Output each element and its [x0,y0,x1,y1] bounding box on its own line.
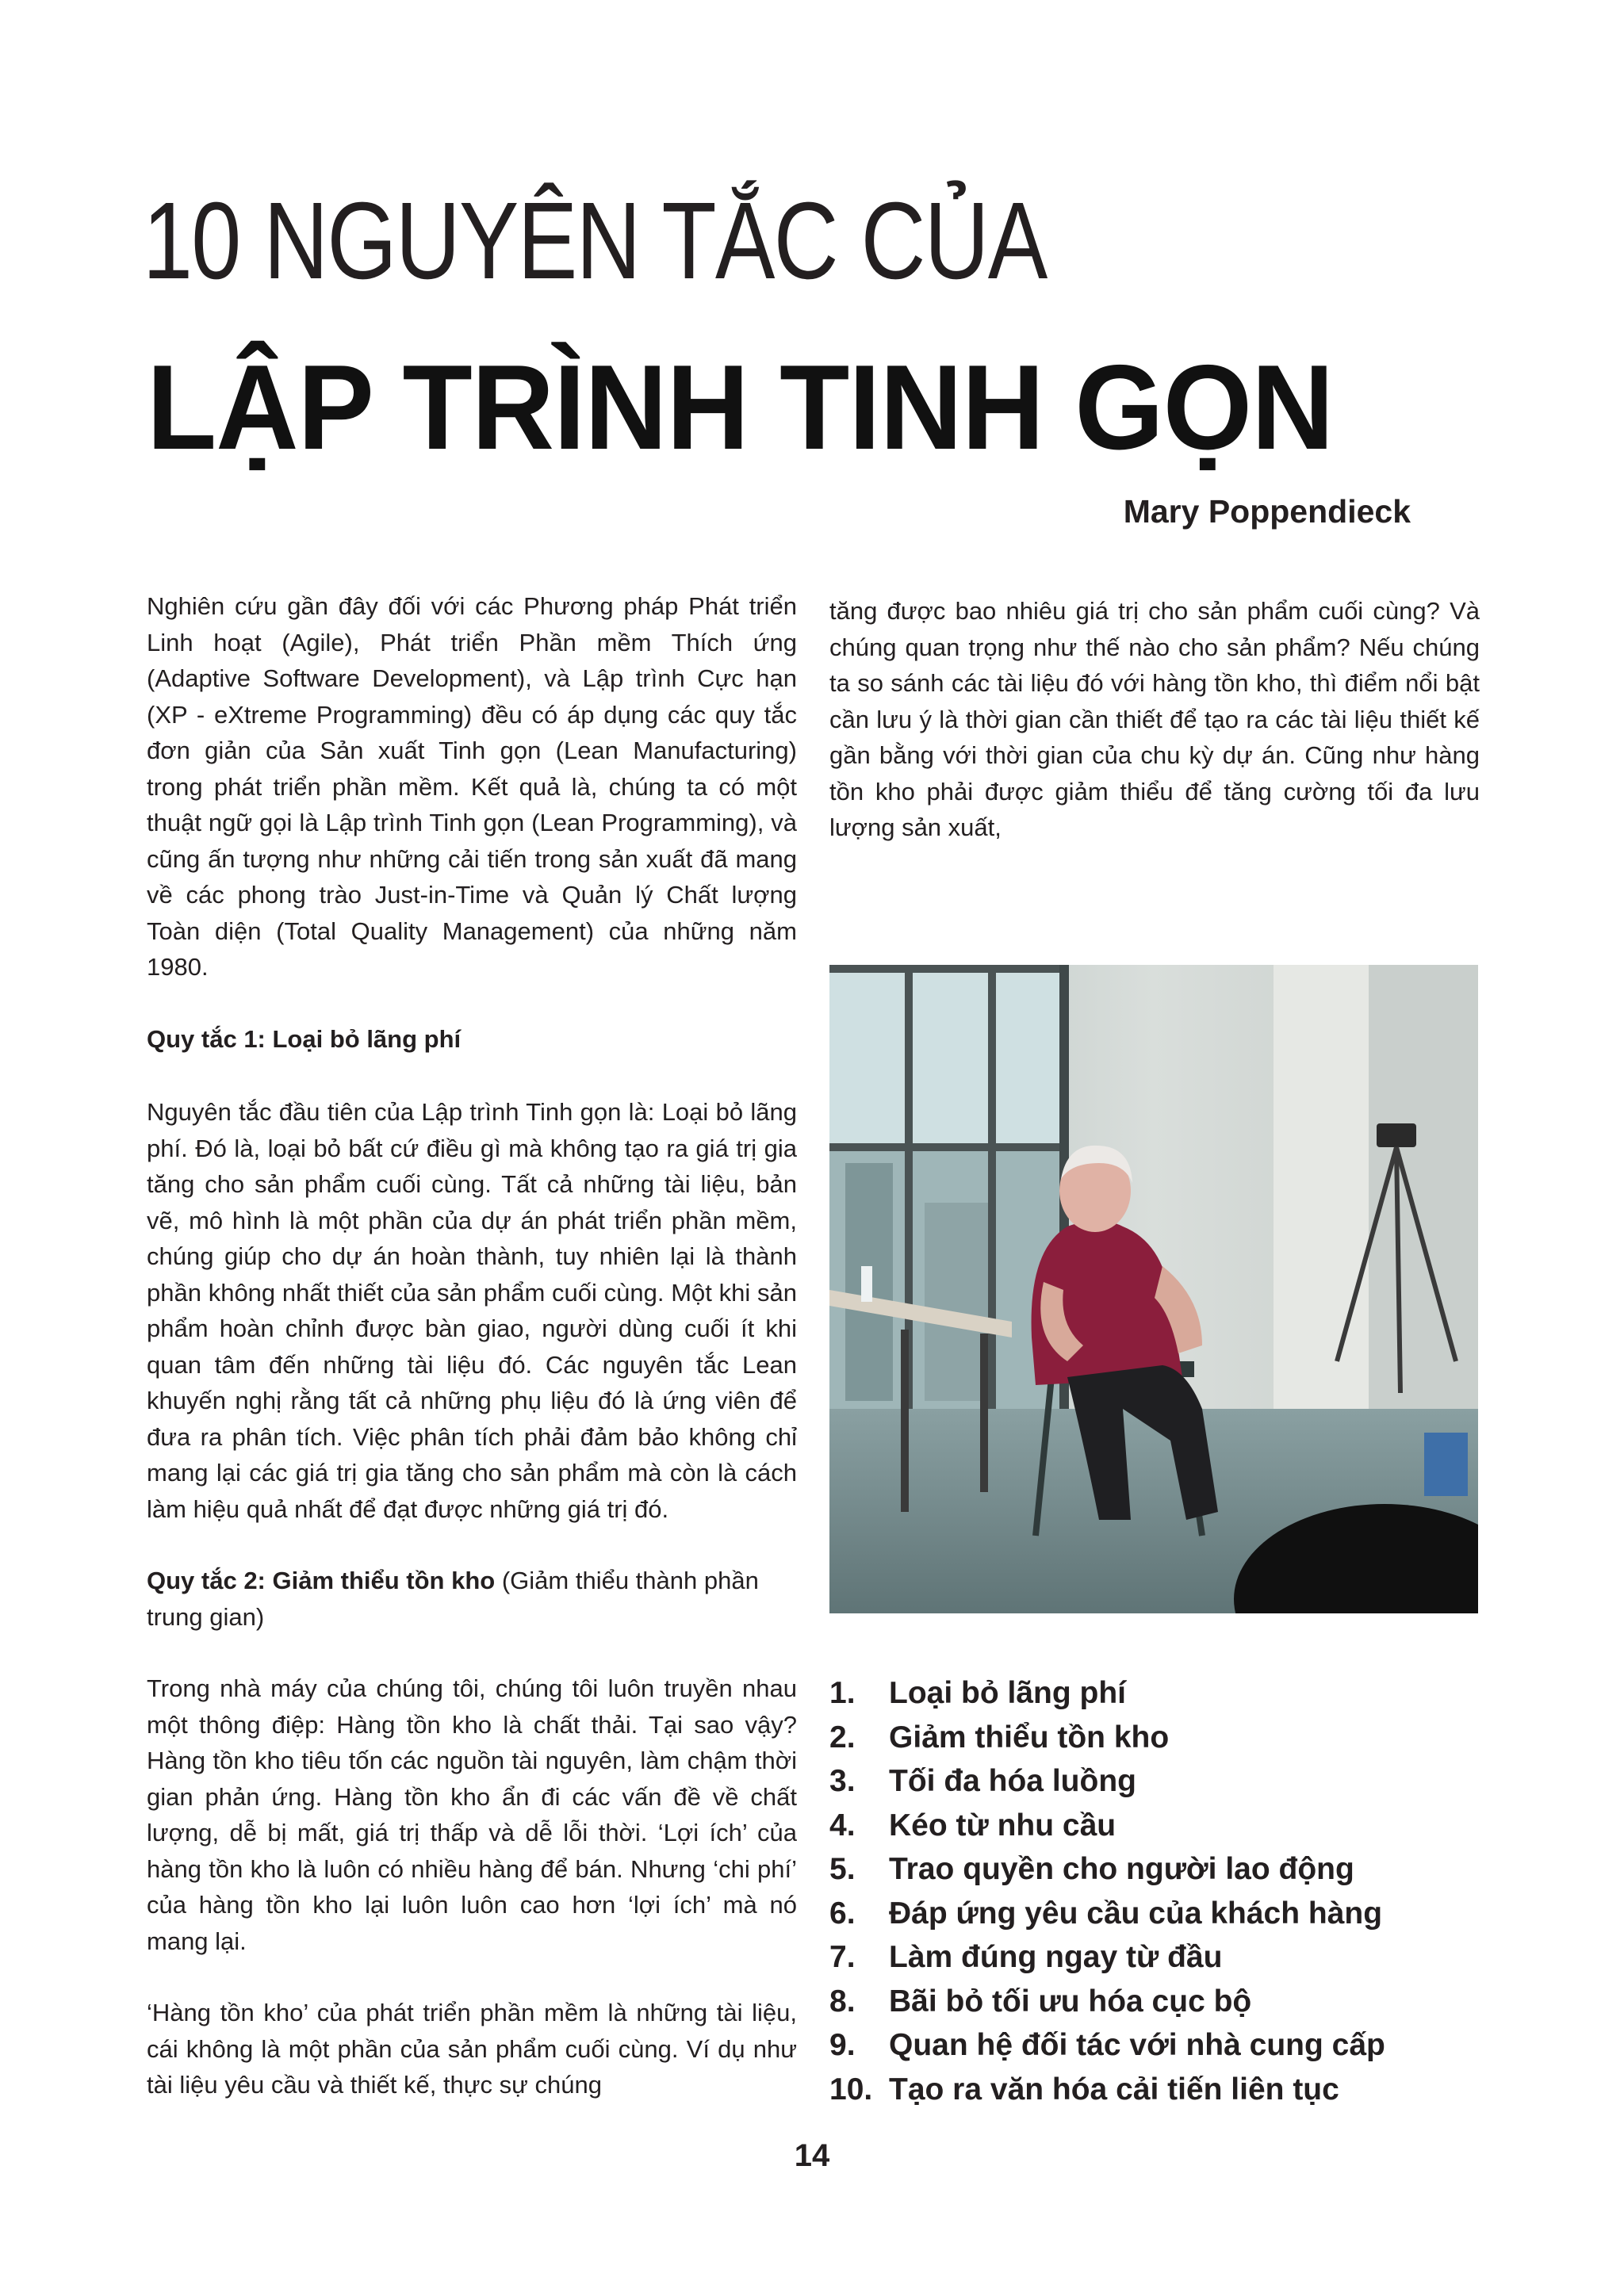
right-column [829,593,1480,882]
rule-1-heading: Quy tắc 1: Loại bỏ lãng phí [147,1024,462,1053]
left-column [147,588,797,2139]
rule-2-paragraph-2: ‘Hàng tồn kho’ của phát triển phần mềm là những tài liệu, cái không là một phần của sản phẩm cuối cùng. Ví dụ như tài liệu yêu cầu và thiết kế, thực sự chúng [147,1999,797,2099]
list-item: 6. Đáp ứng yêu cầu của khách hàng [829,1896,1383,1931]
title-line-2: LẬP TRÌNH TINH GỌN [147,340,1334,475]
rule-2-heading-note: (Giảm thiểu thành phần trung gian) [147,1567,759,1631]
list-item: 7. Làm đúng ngay từ đầu [829,1940,1223,1974]
list-item: 1. Loại bỏ lãng phí [829,1676,1126,1710]
list-item: 3. Tối đa hóa luồng [829,1764,1136,1798]
page-number: 14 [794,2138,830,2173]
author-name: Mary Poppendieck [1123,493,1411,530]
list-item: 8. Bãi bỏ tối ưu hóa cục bộ [829,1984,1252,2019]
continuation-paragraph: tăng được bao nhiêu giá trị cho sản phẩm cuối cùng? Và chúng quan trọng như thế nào cho sản phẩm? Nếu chúng ta so sánh các tài liệu đó với hàng tồn kho, thì điểm nổi bật cần lưu ý là thời gian cần thiết để tạo ra các tài liệu thiết kế gần bằng với thời gian của chu kỳ dự án. Cũng như hàng tồn kho phải được giảm thiểu để tăng cường tối đa lưu lượng sản xuất, [829,597,1480,841]
list-item: 9. Quan hệ đối tác với nhà cung cấp [829,2028,1385,2062]
speaker-photo [829,965,1478,1613]
rule-1-paragraph: Nguyên tắc đầu tiên của Lập trình Tinh gọn là: Loại bỏ lãng phí. Đó là, loại bỏ bất cứ điều gì mà không tạo ra giá trị gia tăng cho sản phẩm cuối cùng. Tất cả những tài liệu, bản vẽ, mô hình là một phần của dự án phát triển phần mềm, chúng giúp cho dự án hoàn thành, tuy nhiên lại là thành phần không nhất thiết của sản phẩm cuối cùng. Một khi sản phẩm hoàn chỉnh được bàn giao, người dùng cuối ít khi quan tâm đến những tài liệu đó. Các nguyên tắc Lean khuyến nghị rằng tất cả những phụ liệu đó là ứng viên để đưa ra phân tích. Việc phân tích phải đảm bảo không chỉ mang lại các giá trị gia tăng cho sản phẩm mà còn là cách làm hiệu quả nhất để đạt được những giá trị đó. [147,1098,797,1523]
title-line-1: 10 NGUYÊN TẮC CỦA [143,180,1047,302]
rule-2-paragraph-1: Trong nhà máy của chúng tôi, chúng tôi luôn truyền nhau một thông điệp: Hàng tồn kho là chất thải. Tại sao vậy? Hàng tồn kho tiêu tốn các nguồn tài nguyên, làm chậm thời gian phản ứng. Hàng tồn kho ẩn đi các vấn đề về chất lượng, dễ bị mất, giá trị thấp và dễ lỗi thời. ‘Lợi ích’ của hàng tồn kho là luôn có nhiều hàng để bán. Nhưng ‘chi phí’ của hàng tồn kho lại luôn luôn cao hơn ‘lợi ích’ mà nó mang lại. [147,1674,797,1955]
principles-list [829,1671,1511,2111]
rule-2-heading: Quy tắc 2: Giảm thiểu tồn kho [147,1567,496,1594]
rule-2-heading-paragraph [147,1563,797,1635]
list-item: 2. Giảm thiểu tồn kho [829,1720,1170,1755]
list-item: 5. Trao quyền cho người lao động [829,1852,1354,1886]
list-item: 10. Tạo ra văn hóa cải tiến liên tục [829,2072,1339,2107]
intro-paragraph: Nghiên cứu gần đây đối với các Phương pháp Phát triển Linh hoạt (Agile), Phát triển Phần mềm Thích ứng (Adaptive Software Development), và Lập trình Cực hạn (XP - eXtreme Programming) đều có áp dụng các quy tắc đơn giản của Sản xuất Tinh gọn (Lean Manufacturing) trong phát triển phần mềm. Kết quả là, chúng ta có một thuật ngữ gọi là Lập trình Tinh gọn (Lean Programming), và cũng ấn tượng như những cải tiến trong sản xuất đã mang về các phong trào Just-in-Time và Quản lý Chất lượng Toàn diện (Total Quality Management) của những năm 1980. [147,592,797,981]
list-item: 4. Kéo từ nhu cầu [829,1808,1116,1843]
